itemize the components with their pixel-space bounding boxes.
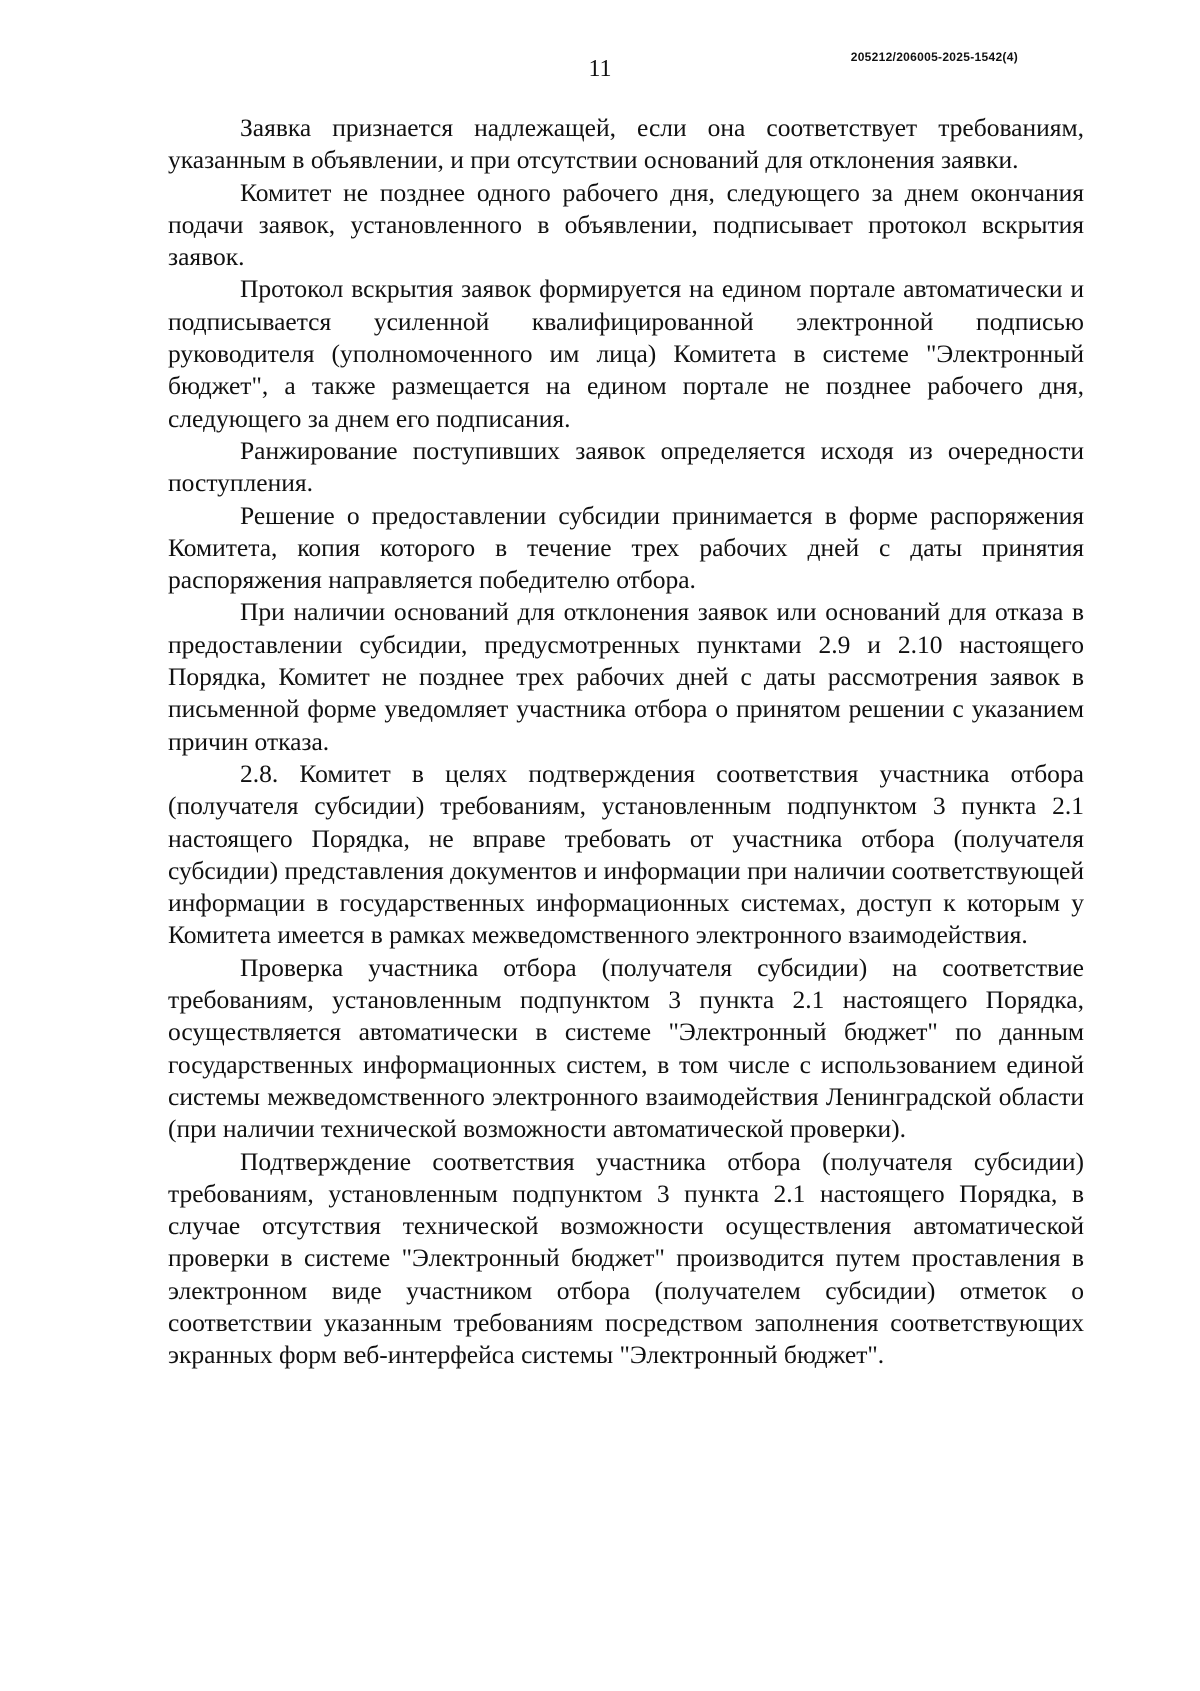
paragraph-ranking: Ранжирование поступивших заявок определяется исходя из очередности поступления.	[168, 435, 1084, 498]
paragraph-subsidy-decision: Решение о предоставлении субсидии принимается в форме распоряжения Комитета, копия которого в течение трех рабочих дней с даты принятия распоряжения направляется победителю отбора.	[168, 500, 1084, 595]
document-body	[168, 112, 1084, 1372]
paragraph-section-2-8: 2.8. Комитет в целях подтверждения соответствия участника отбора (получателя субсидии) требованиям, установленным подпунктом 3 пункта 2.1 настоящего Порядка, не вправе требовать от участника отбора (получателя субсидии) представления документов и информации при наличии соответствующей информации в государственных информационных системах, доступ к которым у Комитета имеется в рамках межведомственного электронного взаимодействия.	[168, 758, 1084, 950]
paragraph-opening-protocol-formation: Протокол вскрытия заявок формируется на едином портале автоматически и подписывается усиленной квалифицированной электронной подписью руководителя (уполномоченного им лица) Комитета в системе "Электронный бюджет", а также размещается на едином портале не позднее рабочего дня, следующего за днем его подписания.	[168, 274, 1084, 433]
paragraph-application-valid: Заявка признается надлежащей, если она соответствует требованиям, указанным в объявлении, и при отсутствии оснований для отклонения заявки.	[168, 113, 1084, 175]
paragraph-manual-confirmation: Подтверждение соответствия участника отбора (получателя субсидии) требованиям, установленным подпунктом 3 пункта 2.1 настоящего Порядка, в случае отсутствия технической возможности осуществления автоматической проверки в системе "Электронный бюджет" производится путем проставления в электронном виде участником отбора (получателем субсидии) отметок о соответствии указанным требованиям посредством заполнения соответствующих экранных форм веб-интерфейса системы "Электронный бюджет".	[168, 1146, 1084, 1370]
paragraph-opening-protocol-signing: Комитет не позднее одного рабочего дня, следующего за днем окончания подачи заявок, установленного в объявлении, подписывает протокол вскрытия заявок.	[168, 177, 1084, 272]
paragraph-automatic-check: Проверка участника отбора (получателя субсидии) на соответствие требованиям, установленным подпунктом 3 пункта 2.1 настоящего Порядка, осуществляется автоматически в системе "Электронный бюджет" по данным государственных информационных систем, в том числе с использованием единой системы межведомственного электронного взаимодействия Ленинградской области (при наличии технической возможности автоматической проверки).	[168, 952, 1084, 1144]
paragraph-rejection-notice: При наличии оснований для отклонения заявок или оснований для отказа в предоставлении субсидии, предусмотренных пунктами 2.9 и 2.10 настоящего Порядка, Комитет не позднее трех рабочих дней с даты рассмотрения заявок в письменной форме уведомляет участника отбора о принятом решении с указанием причин отказа.	[168, 597, 1084, 756]
page-number: 11	[588, 56, 612, 82]
document-id: 205212/206005-2025-1542(4)	[850, 50, 1018, 64]
